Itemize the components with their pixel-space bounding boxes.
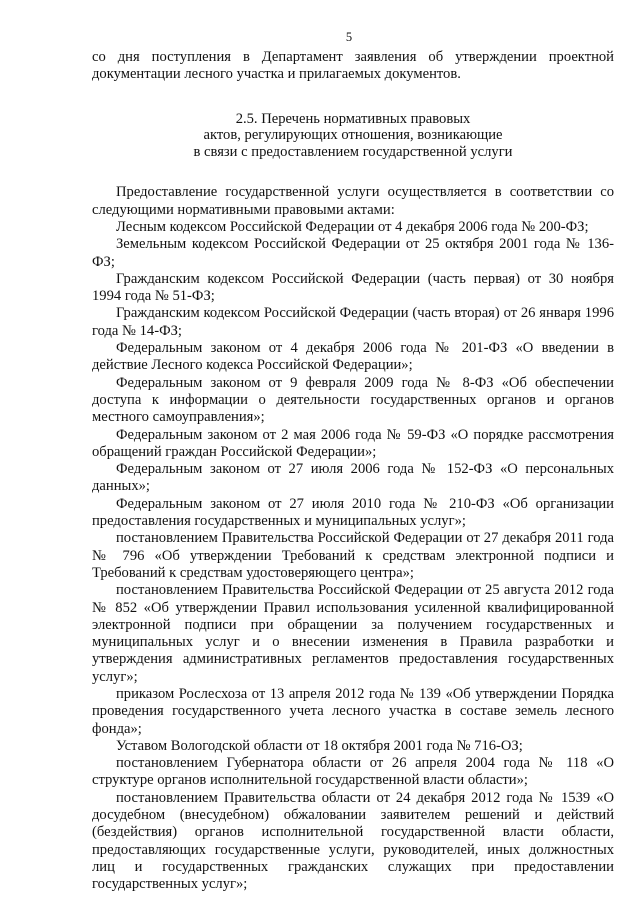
legal-acts-list [92,184,614,893]
legal-act-item: Федеральным законом от 27 июля 2010 года № 210-ФЗ «Об организации предоставления государственных и муниципальных услуг»; [92,495,614,530]
legal-act-item: Гражданским кодексом Российской Федерации (часть вторая) от 26 января 1996 года № 14-ФЗ; [92,305,614,339]
legal-act-item: Лесным кодексом Российской Федерации от 4 декабря 2006 года № 200-ФЗ; [116,218,589,235]
legal-act-item: постановлением Губернатора области от 26 апреля 2004 года № 118 «О структуре органов исполнительной государственной власти области»; [92,755,614,789]
legal-act-item: постановлением Правительства Российской Федерации от 27 декабря 2011 года № 796 «Об утверждении Требований к средствам электронной подписи и Требований к средствам удостоверяющего центра»; [92,530,614,581]
page-number: 5 [345,30,353,44]
section-title [92,111,614,161]
legal-act-item: постановлением Правительства Российской Федерации от 25 августа 2012 года № 852 «Об утверждении Правил использования усиленной квалифицированной электронной подписи при обращении за получением государственных и муниципальных услуг и о внесении изменения в Правила разработки и утверждения административных регламентов предоставления государственных услуг»; [92,582,614,685]
legal-act-item: приказом Рослесхоза от 13 апреля 2012 года № 139 «Об утверждении Порядка проведения государственного учета лесного участка в составе земель лесного фонда»; [92,685,614,737]
legal-acts-intro: Предоставление государственной услуги осуществляется в соответствии со следующими нормативными правовыми актами: [92,184,614,218]
section-title-line: в связи с предоставлением государственной услуги [193,143,513,160]
section-title-line: 2.5. Перечень нормативных правовых [235,110,471,127]
section-title-line: актов, регулирующих отношения, возникающие [203,127,503,144]
legal-act-item: Федеральным законом от 9 февраля 2009 года № 8-ФЗ «Об обеспечении доступа к информации о деятельности государственных органов и органов местного самоуправления»; [92,374,614,426]
legal-act-item: Федеральным законом от 4 декабря 2006 года № 201-ФЗ «О введении в действие Лесного кодекса Российской Федерации»; [92,340,614,374]
legal-act-item: Уставом Вологодской области от 18 октября 2001 года № 716-ОЗ; [116,737,523,754]
legal-act-item: Гражданским кодексом Российской Федерации (часть первая) от 30 ноября 1994 года № 51-ФЗ; [92,270,614,305]
legal-act-item: постановлением Правительства области от 24 декабря 2012 года № 1539 «О досудебном (внесудебном) обжаловании заявителем решений и действий (бездействия) органов исполнительной государственной власти области, предоставляющих государственные услуги, руководителей, иных должностных лиц и государственных гражданских служащих при предоставлении государственных услуг»; [92,789,614,893]
legal-act-item: Федеральным законом от 2 мая 2006 года № 59-ФЗ «О порядке рассмотрения обращений граждан Российской Федерации»; [92,426,614,460]
intro-paragraph: со дня поступления в Департамент заявления об утверждении проектной документации лесного участка и прилагаемых документов. [92,49,614,83]
document-page [92,30,614,894]
legal-act-item: Федеральным законом от 27 июля 2006 года № 152-ФЗ «О персональных данных»; [92,461,614,495]
legal-act-item: Земельным кодексом Российской Федерации от 25 октября 2001 года № 136-ФЗ; [92,236,614,270]
